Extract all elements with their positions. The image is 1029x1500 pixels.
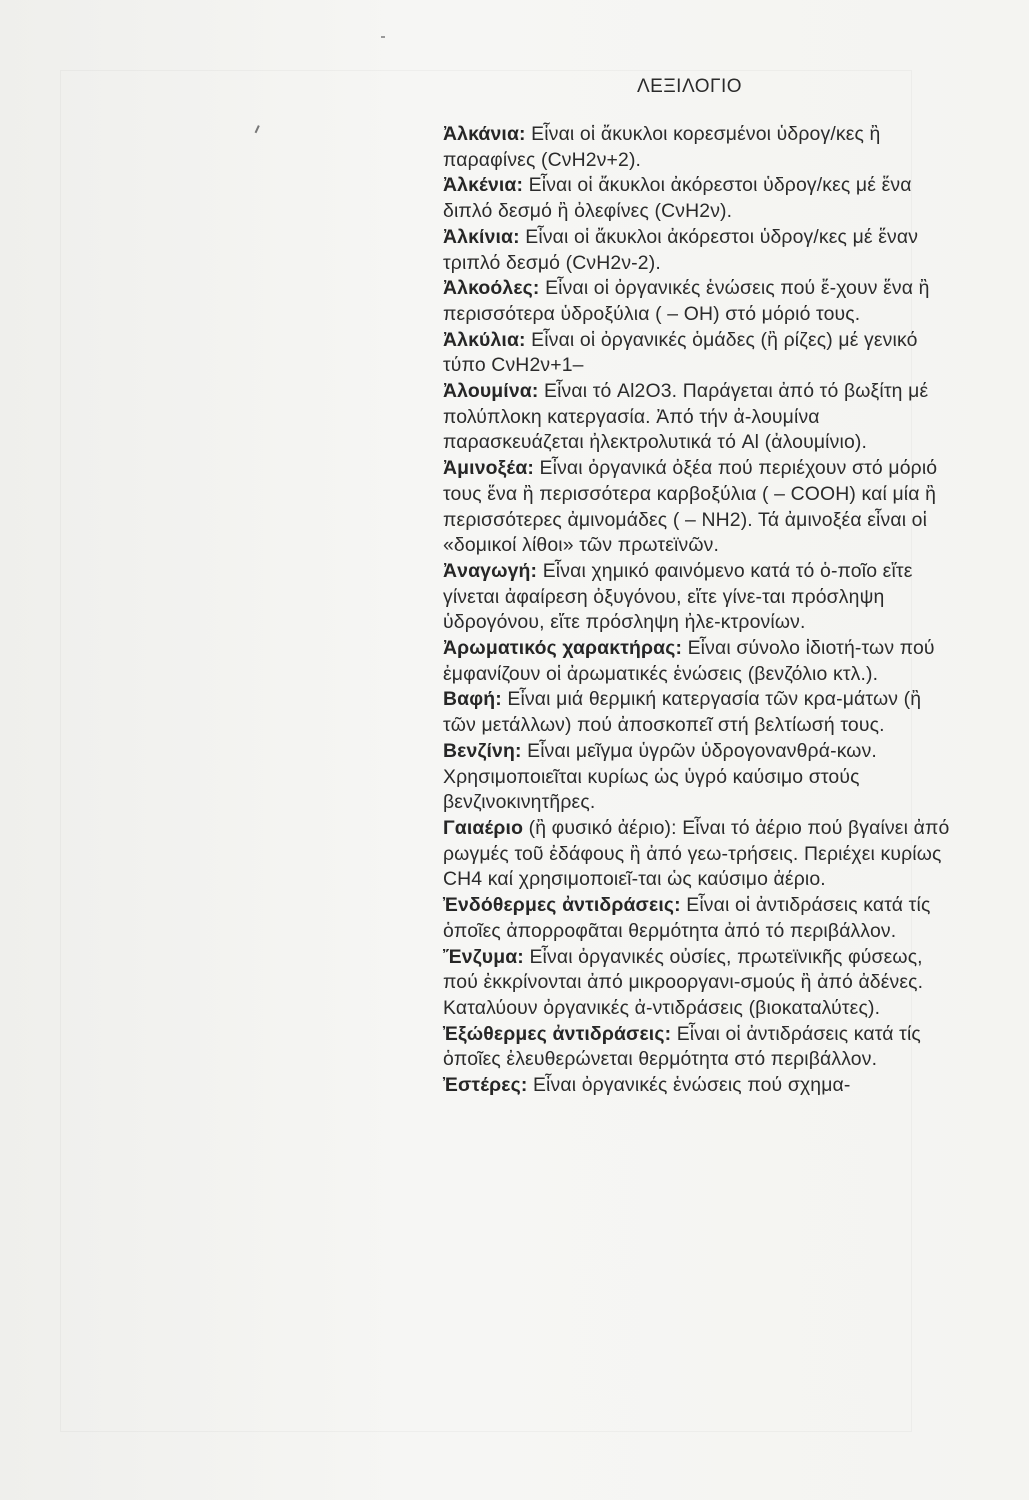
entry-definition: Εἶναι χημικό φαινόμενο κατά τό ὁ-ποῖο εἴτε γίνεται ἀφαίρεση ὀξυγόνου, εἴτε γίνε-ται πρόσληψη ὑδρογόνου, εἴτε πρόσληψη ἠλε-κτρονίων. <box>443 559 913 634</box>
glossary-entry-gaiaerio <box>443 816 958 893</box>
entry-term: Ἔνζυμα: <box>443 945 524 968</box>
glossary-entry-vafi <box>443 687 958 738</box>
entry-term: Ἀλκύλια: <box>443 328 526 351</box>
glossary-entry-alkinia <box>443 225 958 276</box>
page-title: ΛΕΞΙΛΟΓΙΟ <box>636 76 743 97</box>
entry-term: Ἀρωματικός χαρακτήρας: <box>443 637 683 660</box>
entry-definition: Εἶναι ὀργανικές ἑνώσεις πού σχημα- <box>527 1074 851 1097</box>
glossary-entry-anagogi <box>443 559 958 636</box>
entry-term: Ἐνδόθερμες ἀντιδράσεις: <box>443 894 681 917</box>
glossary-entry-alkania <box>443 122 958 173</box>
entry-definition: Εἶναι τό Al2O3. Παράγεται ἀπό τό βωξίτη μέ πολύπλοκη κατεργασία. Ἀπό τήν ἀ-λουμίνα παρασκευάζεται ἠλεκτρολυτικά τό Al (ἀλουμίνιο). <box>443 380 929 454</box>
entry-term: Ἀλκίνια: <box>443 225 520 248</box>
entry-definition: Εἶναι οἱ ἄκυκλοι ἀκόρεστοι ὑδρογ/κες μέ ἕναν τριπλό δεσμό (CνH2ν-2). <box>443 225 919 274</box>
glossary-entry-aminoxea <box>443 456 958 559</box>
entry-term: Βαφή: <box>443 688 502 711</box>
entry-definition: Εἶναι σύνολο ἰδιοτή-των πού ἐμφανίζουν οἱ ἀρωματικές ἑνώσεις (βενζόλιο κτλ.). <box>443 637 935 685</box>
entry-definition: Εἶναι οἱ ἀντιδράσεις κατά τίς ὁποῖες ἐλευθερώνεται θερμότητα στό περιβάλλον. <box>443 1022 921 1071</box>
entry-term: Βενζίνη: <box>443 739 522 762</box>
entry-definition: Εἶναι ὀργανικά ὀξέα πού περιέχουν στό μόριό τους ἕνα ἢ περισσότερα καρβοξύλια ( – COOH) καί μία ἢ περισσότερες ἀμινομάδες ( – NH2). Τά ἀμινοξέα εἶναι οἱ «δομικοί λίθοι» τῶν πρωτεϊνῶν. <box>443 457 938 557</box>
entry-definition: Εἶναι μεῖγμα ὑγρῶν ὑδρογονανθρά-κων. Χρησιμοποιεῖται κυρίως ὡς ὑγρό καύσιμο στούς βενζινοκινητῆρες. <box>443 739 877 814</box>
entry-definition: Εἶναι μιά θερμική κατεργασία τῶν κρα-μάτων (ἢ τῶν μετάλλων) πού ἀποσκοπεῖ στή βελτίωσή τους. <box>443 688 922 737</box>
glossary-entry-exothermes <box>443 1022 958 1073</box>
glossary-entry-alkooles <box>443 276 958 327</box>
glossary-entry-venzini <box>443 739 958 816</box>
entry-definition: Εἶναι οἱ ἄκυκλοι ἀκόρεστοι ὑδρογ/κες μέ ἕνα διπλό δεσμό ἢ ὀλεφίνες (CνH2ν). <box>443 174 912 223</box>
entry-term: Ἀναγωγή: <box>443 559 538 582</box>
entry-term: Ἀλκοόλες: <box>443 277 540 300</box>
glossary-entry-esteres <box>443 1073 958 1099</box>
entry-term: Ἀλκάνια: <box>443 123 526 145</box>
entry-definition: Εἶναι οἱ ὀργανικές ἑνώσεις πού ἔ-χουν ἕνα ἢ περισσότερα ὑδροξύλια ( – OH) στό μόριό τους. <box>443 277 930 325</box>
entry-definition: Εἶναι οἱ ὀργανικές ὁμάδες (ἢ ρίζες) μέ γενικό τύπο CνH2ν+1– <box>443 328 918 377</box>
entry-term: Ἐξώθερμες ἀντιδράσεις: <box>443 1022 672 1045</box>
entry-definition: Εἶναι οἱ ἀντιδράσεις κατά τίς ὁποῖες ἀπορροφᾶται θερμότητα ἀπό τό περιβάλλον. <box>443 894 931 942</box>
entry-definition: Εἶναι ὀργανικές οὐσίες, πρωτεϊνικῆς φύσεως, πού ἐκκρίνονται ἀπό μικροοργανι-σμούς ἢ ἀπό ἀδένες. Καταλύουν ὀργανικές ἀ-ντιδράσεις (βιοκαταλύτες). <box>443 945 924 1019</box>
glossary-entry-alkenia <box>443 173 958 224</box>
glossary-entry-enzyma <box>443 945 958 1022</box>
entry-term: Ἀλουμίνα: <box>443 380 539 403</box>
glossary-entry-alkylia <box>443 328 958 379</box>
entry-definition: (ἢ φυσικό ἀέριο): Εἶναι τό ἀέριο πού βγαίνει ἀπό ρωγμές τοῦ ἐδάφους ἢ ἀπό γεω-τρήσεις. Περιέχει κυρίως CH4 καί χρησιμοποιεῖ-ται ὡς καύσιμο ἀέριο. <box>443 816 950 891</box>
entry-definition: Εἶναι οἱ ἄκυκλοι κορεσμένοι ὑδρογ/κες ἢ παραφίνες (CνH2ν+2). <box>443 123 881 171</box>
entry-term: Ἀλκένια: <box>443 174 524 197</box>
glossary-entry-aromatikos <box>443 636 958 687</box>
speck-mark <box>381 36 385 38</box>
entry-term: Ἀμινοξέα: <box>443 457 534 480</box>
glossary-list <box>443 122 958 1099</box>
glossary-entry-endothermes <box>443 893 958 944</box>
glossary-entry-aloumina <box>443 379 958 456</box>
entry-term: Γαιαέριο <box>443 816 524 839</box>
entry-term: Ἐστέρες: <box>443 1074 528 1097</box>
